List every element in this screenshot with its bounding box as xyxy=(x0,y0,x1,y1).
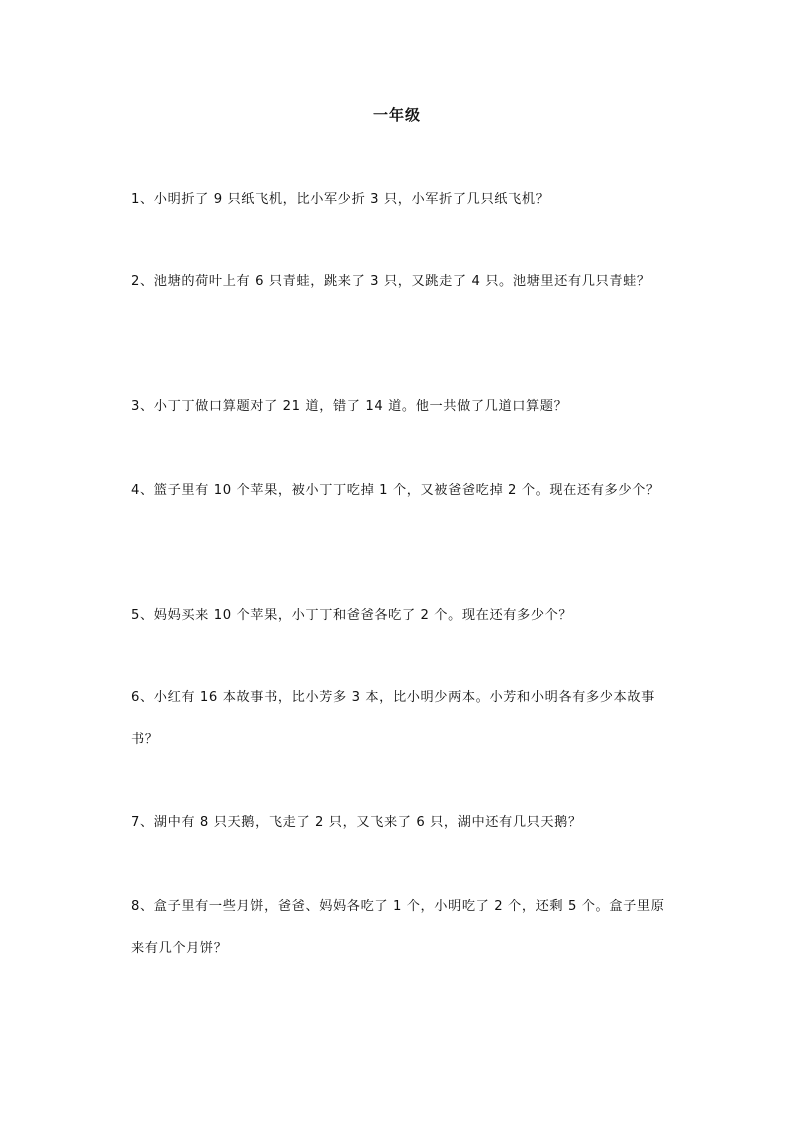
question-6: 6、小红有 16 本故事书，比小芳多 3 本，比小明少两本。小芳和小明各有多少本故事书？ xyxy=(131,690,655,747)
question-8: 8、盒子里有一些月饼，爸爸、妈妈各吃了 1 个，小明吃了 2 个，还剩 5 个。盒子里原来有几个月饼？ xyxy=(131,899,665,956)
question-2: 2、池塘的荷叶上有 6 只青蛙，跳来了 3 只，又跳走了 4 只。池塘里还有几只青蛙？ xyxy=(131,274,651,289)
question-7: 7、湖中有 8 只天鹅，飞走了 2 只，又飞来了 6 只，湖中还有几只天鹅？ xyxy=(131,815,582,830)
page-title: 一年级 xyxy=(372,106,421,124)
question-5: 5、妈妈买来 10 个苹果，小丁丁和爸爸各吃了 2 个。现在还有多少个？ xyxy=(131,608,573,623)
question-3: 3、小丁丁做口算题对了 21 道，错了 14 道。他一共做了几道口算题？ xyxy=(131,399,568,414)
question-1: 1、小明折了 9 只纸飞机，比小军少折 3 只，小军折了几只纸飞机？ xyxy=(131,192,550,207)
question-4: 4、篮子里有 10 个苹果，被小丁丁吃掉 1 个，又被爸爸吃掉 2 个。现在还有多少个？ xyxy=(131,483,660,498)
